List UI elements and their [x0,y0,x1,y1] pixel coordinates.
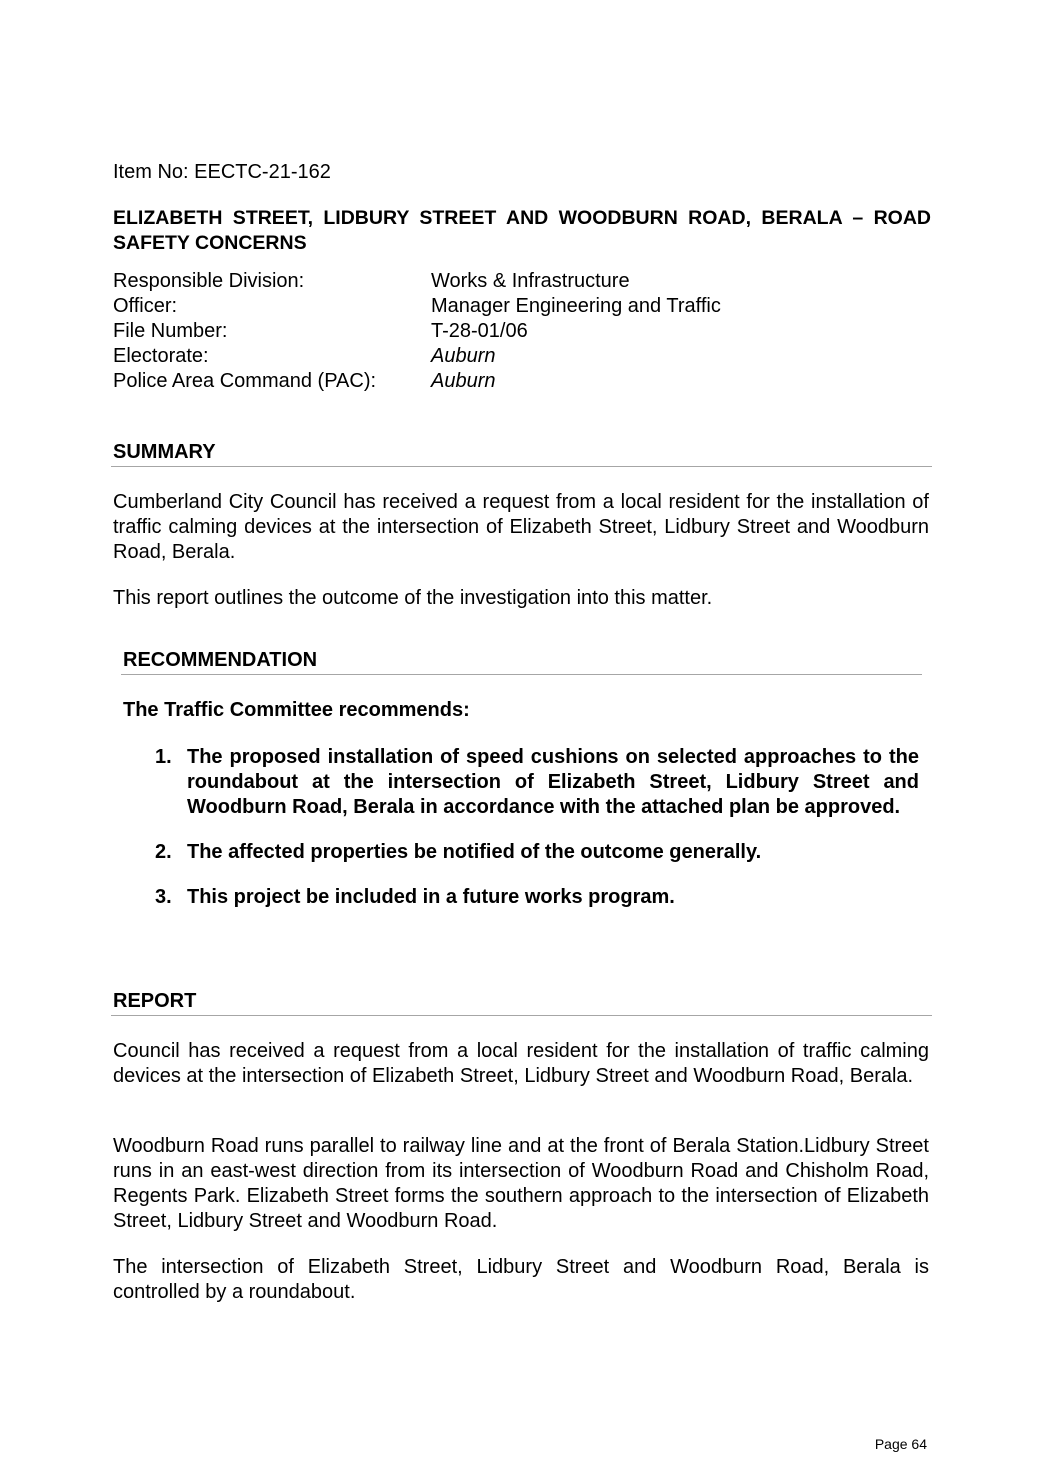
meta-label: Responsible Division: [113,270,305,292]
report-paragraph: Woodburn Road runs parallel to railway line and at the front of Berala Station.Lidbury Street runs in an east-west direction from its intersection of Woodburn Road and Chisholm Road, Regents Park. Elizabeth Street forms the southern approach to the intersection of Elizabeth Street, Lidbury Street and Woodburn Road. [113,1135,929,1232]
meta-value: Auburn [431,370,496,392]
report-paragraph: The intersection of Elizabeth Street, Lidbury Street and Woodburn Road, Berala is controlled by a roundabout. [113,1256,929,1303]
list-item-text: The proposed installation of speed cushions on selected approaches to the roundabout at the intersection of Elizabeth Street, Lidbury Street and Woodburn Road, Berala in accordance with the attached plan be approved. [187,746,919,818]
list-item-number: 1. [155,746,172,768]
meta-label: Officer: [113,295,178,317]
meta-row-officer [113,294,721,319]
summary-paragraph: This report outlines the outcome of the investigation into this matter. [113,587,713,609]
list-item-text: This project be included in a future works program. [187,886,675,908]
meta-value: Manager Engineering and Traffic [431,295,721,317]
item-number: Item No: EECTC-21-162 [113,161,331,183]
summary-paragraph: Cumberland City Council has received a request from a local resident for the installation of traffic calming devices at the intersection of Elizabeth Street, Lidbury Street and Woodburn Road, Berala. [113,491,929,563]
list-item-number: 3. [155,886,172,908]
list-item [155,745,919,820]
meta-label: File Number: [113,320,228,342]
meta-value: T-28-01/06 [431,320,528,342]
list-item-number: 2. [155,841,172,863]
meta-label: Police Area Command (PAC): [113,370,377,392]
meta-value: Auburn [431,345,496,367]
page-number: Page 64 [874,1436,927,1452]
meta-label: Electorate: [113,345,209,367]
recommendation-list [155,745,919,930]
meta-value: Works & Infrastructure [431,270,630,292]
meta-row-file-number [113,319,721,344]
meta-row-pac [113,369,721,394]
list-item [155,840,919,865]
summary-heading: SUMMARY [111,440,932,467]
list-item-text: The affected properties be notified of the outcome generally. [187,841,762,863]
meta-row-division [113,269,721,294]
meta-row-electorate [113,344,721,369]
list-item [155,885,919,910]
report-title: ELIZABETH STREET, LIDBURY STREET AND WOODBURN ROAD, BERALA – ROAD SAFETY CONCERNS [113,207,931,254]
report-metadata [113,269,721,394]
recommendation-heading: RECOMMENDATION [121,648,922,675]
report-paragraph: Council has received a request from a local resident for the installation of traffic calming devices at the intersection of Elizabeth Street, Lidbury Street and Woodburn Road, Berala. [113,1040,929,1087]
report-heading: REPORT [111,989,932,1016]
recommendation-intro: The Traffic Committee recommends: [123,699,470,721]
